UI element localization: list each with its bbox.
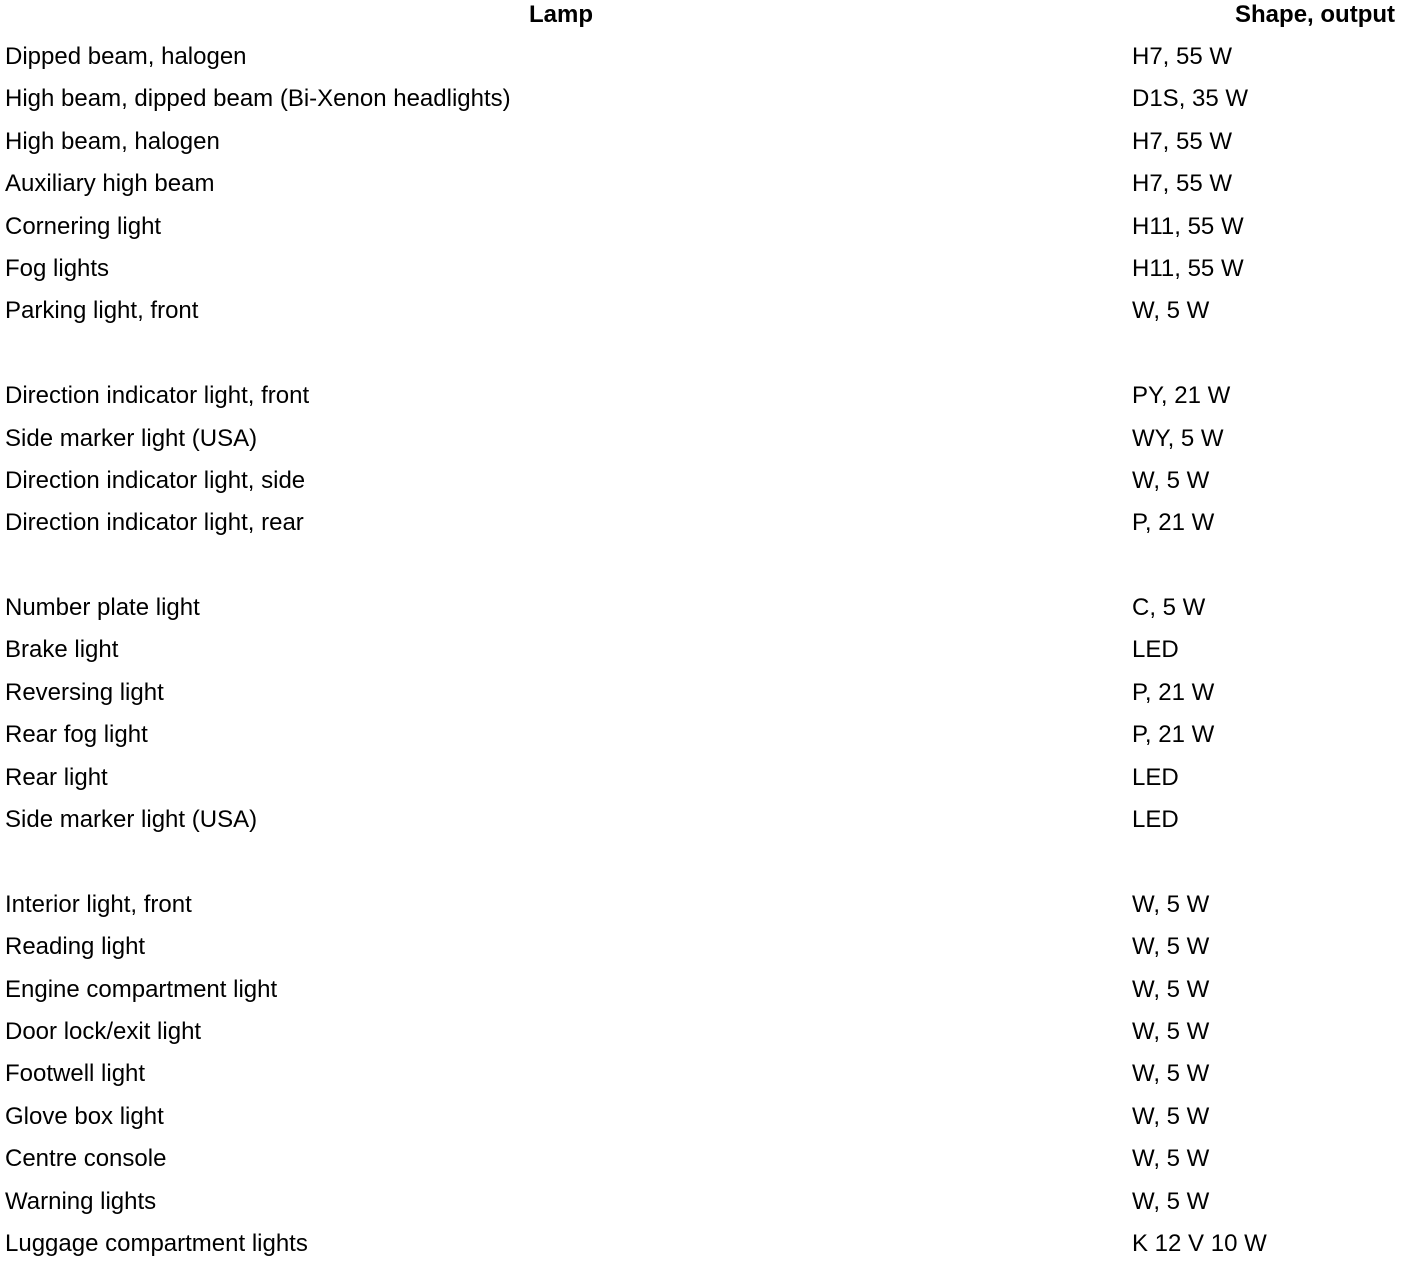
- table-row: [0, 926, 1408, 968]
- table-row: [0, 757, 1408, 799]
- lamp-name: Rear light: [5, 763, 108, 791]
- lamp-name: Brake light: [5, 636, 119, 664]
- lamp-name: Direction indicator light, front: [5, 382, 310, 410]
- lamp-name: Parking light, front: [5, 297, 199, 325]
- lamp-spec: H7, 55 W: [1132, 127, 1233, 155]
- lamp-spec: C, 5 W: [1132, 594, 1206, 622]
- lamp-name: High beam, dipped beam (Bi-Xenon headlights): [5, 85, 511, 113]
- lamp-name: Side marker light (USA): [5, 424, 258, 452]
- table-row: [0, 629, 1408, 671]
- lamp-spec: W, 5 W: [1132, 975, 1210, 1003]
- lamp-name: Auxiliary high beam: [5, 170, 215, 198]
- table-row: [0, 78, 1408, 120]
- table-row: [0, 290, 1408, 332]
- lamp-name: Warning lights: [5, 1187, 157, 1215]
- lamp-table: [0, 36, 1408, 1265]
- table-row: [0, 1053, 1408, 1095]
- lamp-name: Interior light, front: [5, 890, 192, 918]
- table-row: [0, 969, 1408, 1011]
- lamp-spec: PY, 21 W: [1132, 382, 1231, 410]
- group-spacer: [0, 545, 1408, 587]
- table-row: [0, 587, 1408, 629]
- table-row: [0, 1011, 1408, 1053]
- lamp-name: Centre console: [5, 1145, 167, 1173]
- lamp-spec: H11, 55 W: [1132, 254, 1244, 282]
- lamp-name: Side marker light (USA): [5, 806, 258, 834]
- lamp-name: Direction indicator light, side: [5, 466, 306, 494]
- table-row: [0, 460, 1408, 502]
- lamp-name: Reversing light: [5, 678, 164, 706]
- lamp-spec: LED: [1132, 636, 1179, 664]
- lamp-name: Number plate light: [5, 594, 200, 622]
- lamp-name: Engine compartment light: [5, 975, 278, 1003]
- lamp-spec: W, 5 W: [1132, 297, 1210, 325]
- lamp-spec: K 12 V 10 W: [1132, 1229, 1267, 1257]
- lamp-name: Luggage compartment lights: [5, 1229, 308, 1257]
- table-row: [0, 714, 1408, 756]
- table-row: [0, 418, 1408, 460]
- lamp-spec: W, 5 W: [1132, 1060, 1210, 1088]
- table-row: [0, 1096, 1408, 1138]
- lamp-spec: H7, 55 W: [1132, 170, 1233, 198]
- column-header-lamp: Lamp: [529, 1, 594, 28]
- lamp-name: Dipped beam, halogen: [5, 43, 247, 70]
- lamp-spec: D1S, 35 W: [1132, 85, 1249, 113]
- lamp-spec: LED: [1132, 806, 1179, 834]
- table-row: [0, 1181, 1408, 1223]
- lamp-spec: W, 5 W: [1132, 1017, 1210, 1045]
- table-row: [0, 206, 1408, 248]
- table-row: [0, 672, 1408, 714]
- group-spacer: [0, 841, 1408, 883]
- table-row: [0, 163, 1408, 205]
- column-header-shape-output: Shape, output: [1235, 1, 1395, 28]
- lamp-spec: W, 5 W: [1132, 1187, 1210, 1215]
- table-row: [0, 121, 1408, 163]
- table-row: [0, 375, 1408, 417]
- lamp-spec: LED: [1132, 763, 1179, 791]
- table-row: [0, 884, 1408, 926]
- lamp-name: Reading light: [5, 933, 146, 961]
- lamp-name: Cornering light: [5, 212, 162, 240]
- table-row: [0, 36, 1408, 78]
- table-row: [0, 1223, 1408, 1265]
- lamp-name: Door lock/exit light: [5, 1017, 202, 1045]
- lamp-spec: W, 5 W: [1132, 890, 1210, 918]
- lamp-spec: P, 21 W: [1132, 678, 1215, 706]
- lamp-spec: W, 5 W: [1132, 466, 1210, 494]
- lamp-name: Rear fog light: [5, 721, 148, 749]
- lamp-name: Fog lights: [5, 254, 110, 282]
- lamp-name: Direction indicator light, rear: [5, 509, 304, 537]
- lamp-spec: P, 21 W: [1132, 509, 1215, 537]
- group-spacer: [0, 333, 1408, 375]
- table-row: [0, 799, 1408, 841]
- table-row: [0, 502, 1408, 544]
- table-row: [0, 248, 1408, 290]
- lamp-name: Glove box light: [5, 1102, 164, 1130]
- lamp-name: High beam, halogen: [5, 127, 220, 155]
- lamp-name: Footwell light: [5, 1060, 146, 1088]
- lamp-spec: H11, 55 W: [1132, 212, 1244, 240]
- table-row: [0, 1138, 1408, 1180]
- lamp-spec: W, 5 W: [1132, 1102, 1210, 1130]
- lamp-spec: W, 5 W: [1132, 1145, 1210, 1173]
- lamp-spec: P, 21 W: [1132, 721, 1215, 749]
- lamp-spec: W, 5 W: [1132, 933, 1210, 961]
- lamp-spec: WY, 5 W: [1132, 424, 1224, 452]
- lamp-spec: H7, 55 W: [1132, 43, 1233, 70]
